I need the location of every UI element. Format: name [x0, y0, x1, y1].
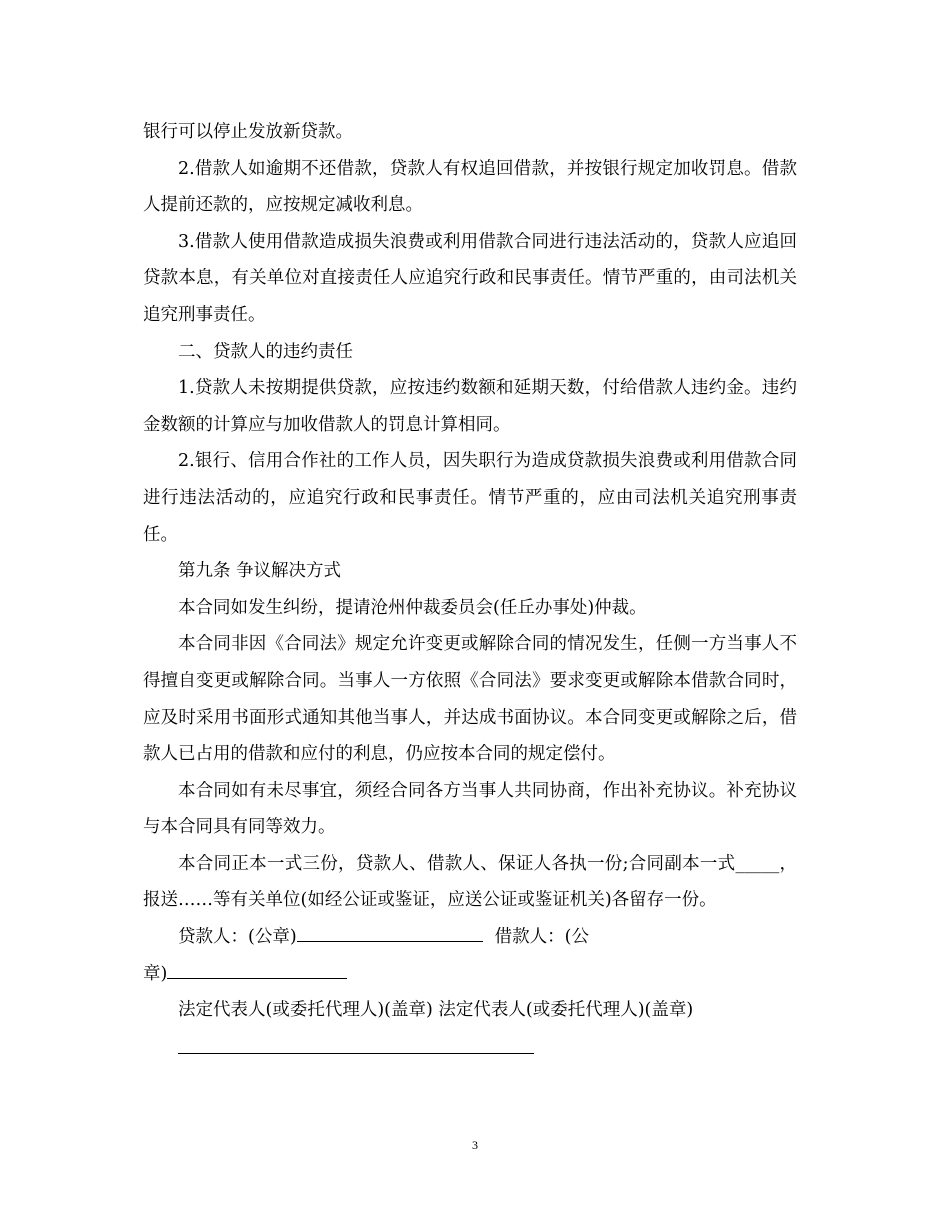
paragraph: 2.借款人如逾期不还借款，贷款人有权追回借款，并按银行规定加收罚息。借款人提前还款的，应按规定减收利息。 — [143, 158, 797, 216]
paragraph: 1.贷款人未按期提供贷款，应按违约数额和延期天数，付给借款人违约金。违约金数额的计算应与加收借款人的罚息计算相同。 — [143, 378, 797, 435]
representative-signature-blank — [178, 1053, 534, 1054]
signature-party-line-continued — [143, 956, 797, 993]
borrower-seal-blank — [167, 964, 347, 979]
paragraph: 本合同非因《合同法》规定允许变更或解除合同的情况发生，任侧一方当事人不得擅自变更或解除合同。当事人一方依照《合同法》要求变更或解除本借款合同时，应及时采用书面形式通知其他当事人，并达成书面协议。本合同变更或解除之后，借款人已占用的借款和应付的利息，仍应按本合同的规定偿付。 — [143, 634, 797, 765]
paragraph: 银行可以停止发放新贷款。 — [143, 122, 353, 142]
article-heading: 第九条 争议解决方式 — [178, 561, 342, 582]
paragraph: 2.银行、信用合作社的工作人员，因失职行为造成贷款损失浪费或利用借款合同进行违法活动的，应追究行政和民事责任。情节严重的，应由司法机关追究刑事责任。 — [143, 451, 797, 545]
borrower-label-continued: 章) — [143, 963, 168, 984]
representative-line: 法定代表人(或委托代理人)(盖章) 法定代表人(或委托代理人)(盖章) — [178, 1000, 694, 1021]
lender-seal-blank — [297, 927, 483, 942]
page-number: 3 — [472, 1138, 478, 1152]
paragraph: 本合同如发生纠纷，提请沧州仲裁委员会(任丘办事处)仲裁。 — [178, 597, 647, 618]
document-body — [143, 114, 797, 1040]
paragraph: 本合同如有未尽事宜，须经合同各方当事人共同协商，作出补充协议。补充协议与本合同具有同等效力。 — [143, 780, 797, 838]
section-heading: 二、贷款人的违约责任 — [178, 341, 353, 362]
borrower-label: 借款人：(公 — [494, 927, 589, 948]
paragraph: 本合同正本一式三份，贷款人、借款人、保证人各执一份;合同副本一式_____，报送……等有关单位(如经公证或鉴证，应送公证或鉴证机关)各留存一份。 — [143, 853, 797, 911]
paragraph: 3.借款人使用借款造成损失浪费或利用借款合同进行违法活动的，贷款人应追回贷款本息，有关单位对直接责任人应追究行政和民事责任。情节严重的，由司法机关追究刑事责任。 — [143, 231, 797, 325]
signature-party-line — [143, 919, 797, 956]
lender-label: 贷款人：(公章) — [178, 927, 297, 948]
